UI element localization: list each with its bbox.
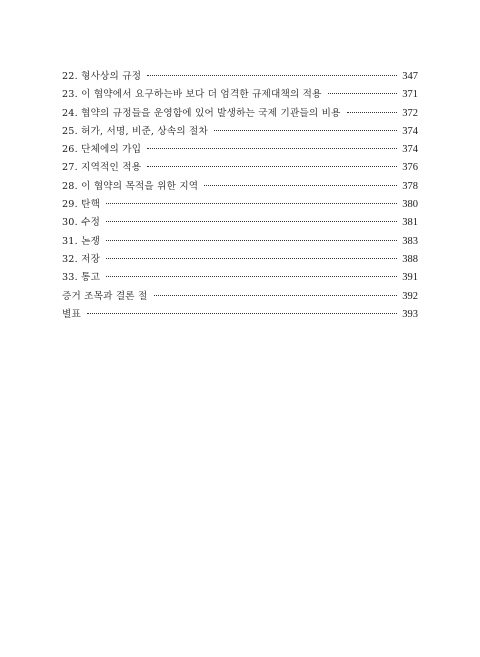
dot-leader <box>106 221 397 222</box>
dot-leader <box>204 185 397 186</box>
toc-entry-29 <box>62 196 418 214</box>
toc-entry-page: 372 <box>402 107 418 119</box>
toc-entry-title: 27. 지역적인 적용 <box>62 162 142 174</box>
toc-entry-31 <box>62 233 418 251</box>
toc-entry-page: 380 <box>402 199 418 211</box>
dot-leader <box>154 295 398 296</box>
toc-entry-page: 391 <box>402 272 418 284</box>
toc-entry-title: 31. 논쟁 <box>62 235 101 247</box>
toc-entry-page: 393 <box>402 308 418 320</box>
toc-entry-title: 23. 이 협약에서 요구하는바 보다 더 엄격한 규제대책의 적용 <box>62 89 322 101</box>
dot-leader <box>106 276 397 277</box>
toc-entry-title: 별표 <box>62 308 81 320</box>
toc-entry-27 <box>62 159 418 177</box>
toc-entry-28 <box>62 178 418 196</box>
toc-entry-title: 25. 허가, 서명, 비준, 상속의 절차 <box>62 125 208 137</box>
toc-entry-33 <box>62 269 418 287</box>
toc-entry-title: 증거 조목과 결론 절 <box>62 290 148 302</box>
toc-entry-annex <box>62 306 418 324</box>
table-of-contents <box>62 68 418 324</box>
toc-entry-title: 24. 협약의 규정들을 운영함에 있어 발생하는 국제 기관들의 비용 <box>62 107 341 119</box>
dot-leader <box>106 258 397 259</box>
dot-leader <box>147 166 397 167</box>
toc-entry-22 <box>62 68 418 86</box>
toc-entry-title: 22. 형사상의 규정 <box>62 71 142 82</box>
toc-entry-26 <box>62 141 418 159</box>
toc-entry-30 <box>62 214 418 232</box>
dot-leader <box>328 93 397 94</box>
dot-leader <box>147 148 397 149</box>
toc-entry-32 <box>62 251 418 269</box>
toc-entry-25 <box>62 123 418 141</box>
dot-leader <box>106 240 397 241</box>
dot-leader <box>214 130 397 131</box>
toc-entry-title: 32. 저장 <box>62 253 101 265</box>
toc-entry-title: 26. 단체에의 가입 <box>62 144 142 156</box>
toc-entry-page: 371 <box>402 89 418 101</box>
toc-entry-page: 383 <box>402 235 418 247</box>
toc-entry-evidence <box>62 288 418 306</box>
toc-entry-page: 388 <box>402 253 418 265</box>
toc-entry-24 <box>62 105 418 123</box>
dot-leader <box>87 313 397 314</box>
toc-entry-title: 28. 이 협약의 목적을 위한 지역 <box>62 180 199 192</box>
toc-entry-page: 374 <box>402 144 418 156</box>
toc-entry-title: 30. 수정 <box>62 217 101 229</box>
toc-entry-23 <box>62 86 418 104</box>
toc-entry-title: 33. 통고 <box>62 272 101 284</box>
toc-entry-page: 347 <box>402 71 418 82</box>
toc-entry-page: 374 <box>402 125 418 137</box>
toc-entry-page: 378 <box>402 180 418 192</box>
dot-leader <box>347 112 397 113</box>
toc-entry-page: 392 <box>402 290 418 302</box>
dot-leader <box>106 203 397 204</box>
toc-entry-title: 29. 탄핵 <box>62 199 101 211</box>
dot-leader <box>147 75 397 76</box>
toc-entry-page: 381 <box>402 217 418 229</box>
toc-entry-page: 376 <box>402 162 418 174</box>
